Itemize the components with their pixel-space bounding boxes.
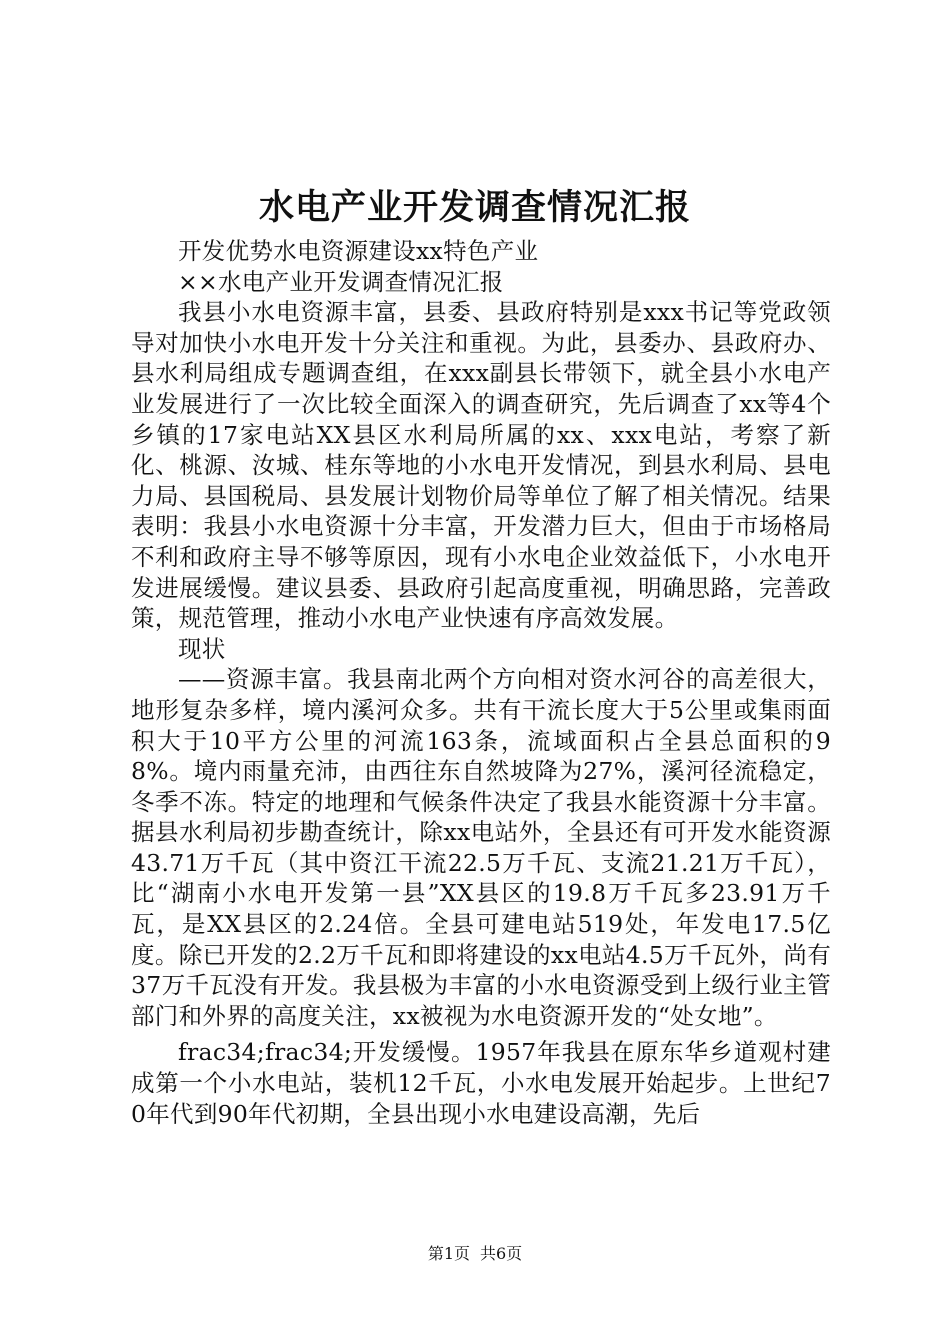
paragraph-resources: ——资源丰富。我县南北两个方向相对资水河谷的高差很大，地形复杂多样，境内溪河众多。共有干流长度大于5公里或集雨面积大于10平方公里的河流163条，流域面积占全县总面积的98%。境内雨量充沛，由西往东自然坡降为27%，溪河径流稳定，冬季不冻。特定的地理和气候条件决定了我县水能资源十分丰富。据县水利局初步勘查统计，除xx电站外，全县还有可开发水能资源43.71万千瓦（其中资江干流22.5万千瓦、支流21.21万千瓦），比“湖南小水电开发第一县”XX县区的19.8万千瓦多23.91万千瓦，是XX县区的2.24倍。全县可建电站519处，年发电17.5亿度。除已开发的2.2万千瓦和即将建设的xx电站4.5万千瓦外，尚有37万千瓦没有开发。我县极为丰富的小水电资源受到上级行业主管部门和外界的高度关注，xx被视为水电资源开发的“处女地”。 — [131, 665, 831, 1030]
paragraph-introduction: 我县小水电资源丰富，县委、县政府特别是xxx书记等党政领导对加快小水电开发十分关注和重视。为此，县委办、县政府办、县水利局组成专题调查组，在xxx副县长带领下，就全县小水电产业发展进行了一次比较全面深入的调查研究，先后调查了xx等4个乡镇的17家电站XX县区水利局所属的xx、xxx电站，考察了新化、桃源、汝城、桂东等地的小水电开发情况，到县水利局、县电力局、县国税局、县发展计划物价局等单位了解了相关情况。结果表明：我县小水电资源十分丰富，开发潜力巨大，但由于市场格局不利和政府主导不够等原因，现有小水电企业效益低下，小水电开发进展缓慢。建议县委、县政府引起高度重视，明确思路，完善政策，规范管理，推动小水电产业快速有序高效发展。 — [131, 298, 831, 633]
document-body — [131, 236, 831, 1129]
page-footer — [0, 1243, 950, 1265]
document-title: 水电产业开发调查情况汇报 — [258, 187, 691, 228]
paragraph-report-title: ××水电产业开发调查情况汇报 — [178, 267, 504, 296]
paragraph-development: frac34;frac34;开发缓慢。1957年我县在原东华乡道观村建成第一个小水电站，装机12千瓦，小水电发展开始起步。上世纪70年代到90年代初期，全县出现小水电建设高潮，先后 — [131, 1038, 831, 1128]
paragraph-subtitle: 开发优势水电资源建设xx特色产业 — [178, 237, 539, 265]
paragraph-section-heading: 现状 — [178, 634, 226, 663]
page-number: 第1页 — [427, 1244, 470, 1263]
page-total: 共6页 — [480, 1244, 523, 1263]
